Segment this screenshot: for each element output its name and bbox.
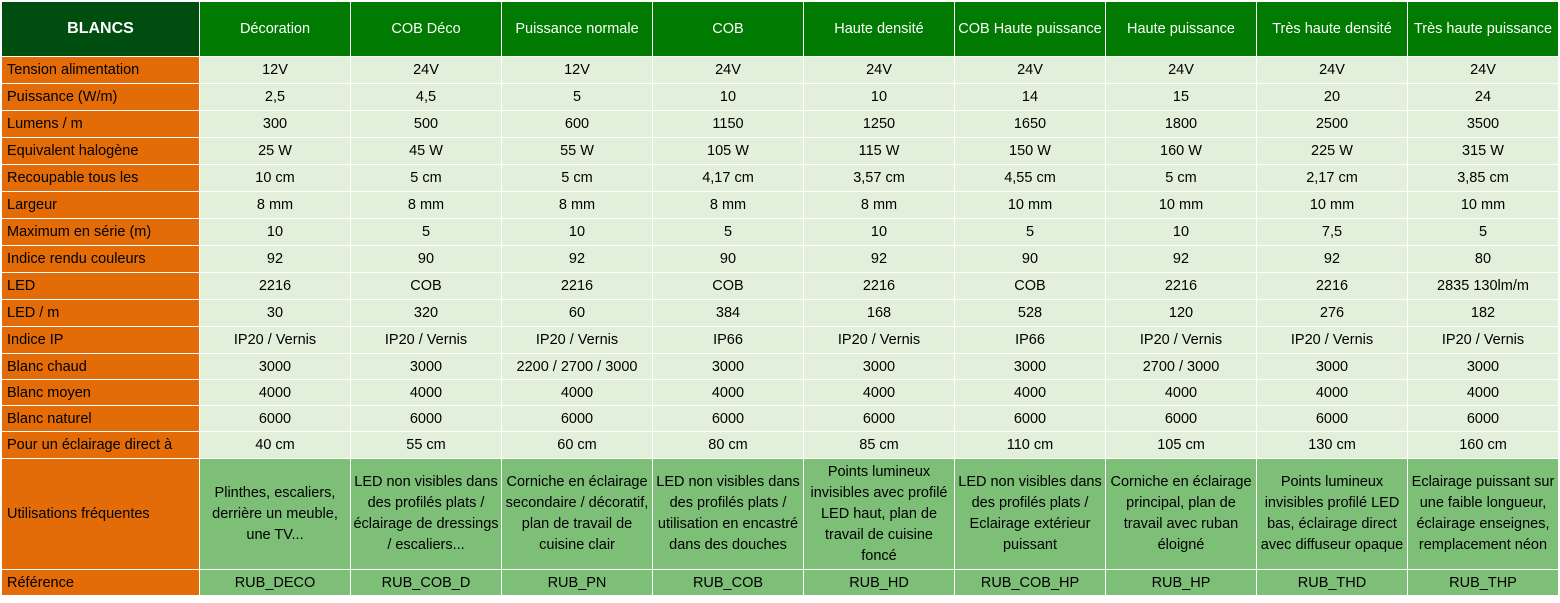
table-cell: 225 W: [1257, 138, 1408, 165]
table-cell: IP66: [955, 327, 1106, 354]
table-cell: COB: [955, 273, 1106, 300]
table-cell: RUB_COB_D: [351, 570, 502, 596]
row-label: Puissance (W/m): [2, 84, 200, 111]
table-cell: 4000: [1257, 380, 1408, 406]
column-header-cob-haute-puissance: COB Haute puissance: [955, 2, 1106, 57]
table-cell: 7,5: [1257, 219, 1408, 246]
table-cell: LED non visibles dans des profilés plats / éclairage de dressings / escaliers...: [351, 459, 502, 570]
table-cell: 10 mm: [955, 192, 1106, 219]
table-cell: 92: [502, 246, 653, 273]
table-cell: 90: [955, 246, 1106, 273]
table-cell: 6000: [351, 406, 502, 432]
table-cell: 24V: [804, 57, 955, 84]
table-cell: 2,17 cm: [1257, 165, 1408, 192]
table-cell: 12V: [200, 57, 351, 84]
table-cell: 10: [804, 84, 955, 111]
table-cell: Points lumineux invisibles avec profilé LED haut, plan de travail de cuisine foncé: [804, 459, 955, 570]
table-cell: IP66: [653, 327, 804, 354]
row-label: Largeur: [2, 192, 200, 219]
table-cell: 24V: [351, 57, 502, 84]
table-cell: 10: [1106, 219, 1257, 246]
table-cell: 2216: [804, 273, 955, 300]
table-cell: 3500: [1408, 111, 1559, 138]
table-cell: LED non visibles dans des profilés plats / Eclairage extérieur puissant: [955, 459, 1106, 570]
table-cell: 2835 130lm/m: [1408, 273, 1559, 300]
table-cell: 2700 / 3000: [1106, 354, 1257, 380]
header-row: [2, 2, 1559, 57]
table-cell: 6000: [502, 406, 653, 432]
table-cell: 3000: [351, 354, 502, 380]
row-label: Blanc chaud: [2, 354, 200, 380]
table-cell: RUB_THD: [1257, 570, 1408, 596]
table-cell: 3000: [1408, 354, 1559, 380]
table-cell: 2200 / 2700 / 3000: [502, 354, 653, 380]
table-cell: 10: [804, 219, 955, 246]
table-cell: 8 mm: [502, 192, 653, 219]
table-cell: 3000: [1257, 354, 1408, 380]
table-cell: 115 W: [804, 138, 955, 165]
table-cell: 6000: [804, 406, 955, 432]
row-label: Utilisations fréquentes: [2, 459, 200, 570]
table-cell: 10: [502, 219, 653, 246]
table-cell: 6000: [1408, 406, 1559, 432]
table-cell: 1650: [955, 111, 1106, 138]
table-cell: 3000: [200, 354, 351, 380]
table-cell: 24V: [1106, 57, 1257, 84]
table-cell: 5: [502, 84, 653, 111]
table-cell: 4000: [1408, 380, 1559, 406]
table-cell: 85 cm: [804, 432, 955, 459]
table-cell: RUB_THP: [1408, 570, 1559, 596]
table-cell: 20: [1257, 84, 1408, 111]
table-cell: 5: [955, 219, 1106, 246]
table-row-reference: [2, 570, 1559, 596]
table-cell: 105 cm: [1106, 432, 1257, 459]
table-cell: IP20 / Vernis: [1257, 327, 1408, 354]
table-cell: Corniche en éclairage secondaire / décoratif, plan de travail de cuisine clair: [502, 459, 653, 570]
column-header-cob: COB: [653, 2, 804, 57]
table-cell: IP20 / Vernis: [200, 327, 351, 354]
table-cell: 120: [1106, 300, 1257, 327]
table-cell: 80 cm: [653, 432, 804, 459]
row-label: Référence: [2, 570, 200, 596]
table-cell: Plinthes, escaliers, derrière un meuble, une TV...: [200, 459, 351, 570]
table-row: [2, 84, 1559, 111]
table-cell: 600: [502, 111, 653, 138]
row-label: Maximum en série (m): [2, 219, 200, 246]
table-cell: 10 cm: [200, 165, 351, 192]
column-header-puissance-normale: Puissance normale: [502, 2, 653, 57]
table-cell: 160 cm: [1408, 432, 1559, 459]
table-cell: 1250: [804, 111, 955, 138]
table-row-blanc-chaud: [2, 354, 1559, 380]
table-cell: 10: [653, 84, 804, 111]
table-cell: 4000: [351, 380, 502, 406]
table-cell: 4000: [653, 380, 804, 406]
column-header-tres-haute-puissance: Très haute puissance: [1408, 2, 1559, 57]
table-row-eclairage-direct: [2, 432, 1559, 459]
table-cell: 55 cm: [351, 432, 502, 459]
table-cell: 24V: [653, 57, 804, 84]
table-cell: 5: [653, 219, 804, 246]
table-cell: RUB_HP: [1106, 570, 1257, 596]
table-row: [2, 273, 1559, 300]
table-cell: 5 cm: [1106, 165, 1257, 192]
column-header-decoration: Décoration: [200, 2, 351, 57]
table-row-utilisations: [2, 459, 1559, 570]
table-cell: 3000: [653, 354, 804, 380]
table-cell: 4,55 cm: [955, 165, 1106, 192]
table-cell: 6000: [200, 406, 351, 432]
column-header-cob-deco: COB Déco: [351, 2, 502, 57]
table-cell: 182: [1408, 300, 1559, 327]
table-title: BLANCS: [2, 2, 200, 57]
row-label: Indice IP: [2, 327, 200, 354]
table-row: [2, 300, 1559, 327]
table-cell: 8 mm: [653, 192, 804, 219]
table-cell: IP20 / Vernis: [351, 327, 502, 354]
table-cell: 528: [955, 300, 1106, 327]
table-cell: 4000: [955, 380, 1106, 406]
table-cell: 3000: [955, 354, 1106, 380]
row-label: Pour un éclairage direct à: [2, 432, 200, 459]
row-label: Recoupable tous les: [2, 165, 200, 192]
table-cell: COB: [351, 273, 502, 300]
table-cell: 92: [804, 246, 955, 273]
table-cell: 10 mm: [1106, 192, 1257, 219]
table-cell: Corniche en éclairage principal, plan de travail avec ruban éloigné: [1106, 459, 1257, 570]
table-row: [2, 111, 1559, 138]
table-cell: 2216: [1257, 273, 1408, 300]
table-cell: 55 W: [502, 138, 653, 165]
table-cell: 300: [200, 111, 351, 138]
table-cell: 90: [653, 246, 804, 273]
table-cell: 5 cm: [351, 165, 502, 192]
column-header-haute-densite: Haute densité: [804, 2, 955, 57]
table-cell: 2216: [1106, 273, 1257, 300]
table-row-blanc-naturel: [2, 406, 1559, 432]
table-cell: RUB_COB_HP: [955, 570, 1106, 596]
table-cell: 2216: [200, 273, 351, 300]
column-header-tres-haute-densite: Très haute densité: [1257, 2, 1408, 57]
table-cell: 92: [1257, 246, 1408, 273]
table-cell: 10 mm: [1408, 192, 1559, 219]
table-cell: 4000: [200, 380, 351, 406]
table-cell: 24: [1408, 84, 1559, 111]
table-cell: IP20 / Vernis: [1408, 327, 1559, 354]
table-cell: 2500: [1257, 111, 1408, 138]
table-cell: 500: [351, 111, 502, 138]
table-cell: 24V: [955, 57, 1106, 84]
table-cell: 276: [1257, 300, 1408, 327]
table-cell: 6000: [1257, 406, 1408, 432]
table-cell: 315 W: [1408, 138, 1559, 165]
table-cell: 5: [351, 219, 502, 246]
table-row: [2, 138, 1559, 165]
table-cell: 90: [351, 246, 502, 273]
table-cell: 10 mm: [1257, 192, 1408, 219]
table-cell: RUB_COB: [653, 570, 804, 596]
table-row: [2, 57, 1559, 84]
table-cell: 150 W: [955, 138, 1106, 165]
table-cell: 30: [200, 300, 351, 327]
table-row: [2, 165, 1559, 192]
table-cell: 24V: [1408, 57, 1559, 84]
table-cell: 1150: [653, 111, 804, 138]
row-label: Blanc naturel: [2, 406, 200, 432]
table-cell: 8 mm: [200, 192, 351, 219]
table-cell: Points lumineux invisibles profilé LED bas, éclairage direct avec diffuseur opaque: [1257, 459, 1408, 570]
table-cell: 8 mm: [351, 192, 502, 219]
table-cell: 5 cm: [502, 165, 653, 192]
table-cell: 6000: [955, 406, 1106, 432]
table-cell: RUB_PN: [502, 570, 653, 596]
table-cell: 40 cm: [200, 432, 351, 459]
table-cell: 80: [1408, 246, 1559, 273]
table-cell: 92: [200, 246, 351, 273]
column-header-haute-puissance: Haute puissance: [1106, 2, 1257, 57]
table-cell: 10: [200, 219, 351, 246]
table-cell: IP20 / Vernis: [804, 327, 955, 354]
row-label: Indice rendu couleurs: [2, 246, 200, 273]
table-row: [2, 327, 1559, 354]
table-cell: 60 cm: [502, 432, 653, 459]
table-cell: 8 mm: [804, 192, 955, 219]
table-cell: IP20 / Vernis: [1106, 327, 1257, 354]
table-row: [2, 192, 1559, 219]
row-label: LED: [2, 273, 200, 300]
table-row: [2, 219, 1559, 246]
table-cell: RUB_DECO: [200, 570, 351, 596]
table-cell: 168: [804, 300, 955, 327]
table-cell: 384: [653, 300, 804, 327]
table-cell: LED non visibles dans des profilés plats / utilisation en encastré dans des douches: [653, 459, 804, 570]
table-cell: 110 cm: [955, 432, 1106, 459]
table-cell: 320: [351, 300, 502, 327]
table-cell: 130 cm: [1257, 432, 1408, 459]
table-cell: 2216: [502, 273, 653, 300]
table-cell: 4,17 cm: [653, 165, 804, 192]
table-row: [2, 246, 1559, 273]
table-cell: 1800: [1106, 111, 1257, 138]
table-cell: 5: [1408, 219, 1559, 246]
table-cell: 45 W: [351, 138, 502, 165]
table-cell: 4000: [502, 380, 653, 406]
table-cell: 3,57 cm: [804, 165, 955, 192]
table-cell: 3,85 cm: [1408, 165, 1559, 192]
table-cell: IP20 / Vernis: [502, 327, 653, 354]
table-cell: 12V: [502, 57, 653, 84]
table-cell: 160 W: [1106, 138, 1257, 165]
row-label: LED / m: [2, 300, 200, 327]
led-strip-comparison-table: [1, 1, 1559, 596]
table-cell: 105 W: [653, 138, 804, 165]
table-cell: 25 W: [200, 138, 351, 165]
row-label: Tension alimentation: [2, 57, 200, 84]
row-label: Lumens / m: [2, 111, 200, 138]
table-cell: 24V: [1257, 57, 1408, 84]
table-cell: 6000: [1106, 406, 1257, 432]
table-cell: 92: [1106, 246, 1257, 273]
table-cell: 14: [955, 84, 1106, 111]
table-cell: 15: [1106, 84, 1257, 111]
table-cell: 4000: [1106, 380, 1257, 406]
row-label: Equivalent halogène: [2, 138, 200, 165]
table-cell: Eclairage puissant sur une faible longueur, éclairage enseignes, remplacement néon: [1408, 459, 1559, 570]
table-cell: RUB_HD: [804, 570, 955, 596]
table-cell: 3000: [804, 354, 955, 380]
table-cell: 4000: [804, 380, 955, 406]
table-row-blanc-moyen: [2, 380, 1559, 406]
table-cell: 6000: [653, 406, 804, 432]
table-cell: 2,5: [200, 84, 351, 111]
table-cell: COB: [653, 273, 804, 300]
table-cell: 4,5: [351, 84, 502, 111]
row-label: Blanc moyen: [2, 380, 200, 406]
table-cell: 60: [502, 300, 653, 327]
